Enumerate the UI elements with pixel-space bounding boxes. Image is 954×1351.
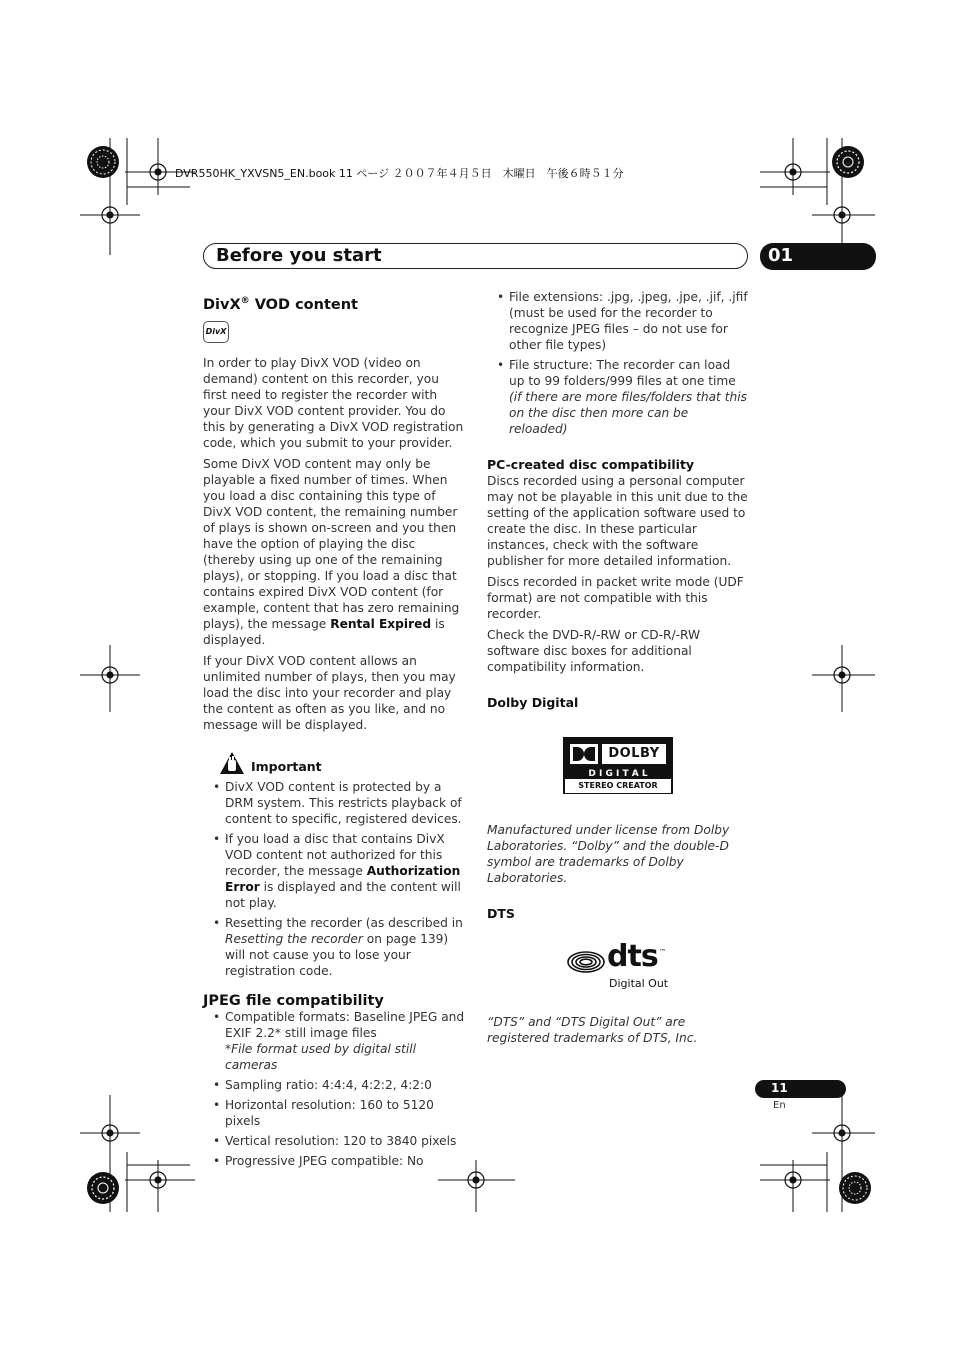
dts-logo-sub: Digital Out xyxy=(609,977,669,990)
dolby-logo-word: DOLBY xyxy=(602,744,666,764)
page-title: Before you start xyxy=(216,245,382,266)
chapter-number: 01 xyxy=(768,245,794,266)
pc-heading: PC-created disc compatibility xyxy=(487,457,695,472)
pc-paragraph: Discs recorded in packet write mode (UDF format) are not compatible with this recorder. xyxy=(487,575,744,621)
jpeg-list xyxy=(203,1009,465,1169)
list-item: • Vertical resolution: 120 to 3840 pixels xyxy=(203,1133,465,1149)
list-item: • If you load a disc that contains DivX VOD content not authorized for this recorder, the message Authorization Error is displayed and the content will not play. xyxy=(203,831,465,911)
dolby-heading: Dolby Digital xyxy=(487,695,579,710)
dolby-logo-stereo: STEREO CREATOR xyxy=(565,779,671,793)
jpeg-heading: JPEG file compatibility xyxy=(203,992,384,1009)
list-item: • Resetting the recorder (as described in Resetting the recorder on page 139) will not cause you to lose your registration code. xyxy=(203,915,465,979)
pc-paragraph: Check the DVD-R/-RW or CD-R/-RW software disc boxes for additional compatibility information. xyxy=(487,628,701,674)
dolby-logo-digital: D I G I T A L xyxy=(588,769,648,779)
dolby-text: Manufactured under license from Dolby Laboratories. “Dolby” and the double-D symbol are trademarks of Dolby Laboratories. xyxy=(487,823,730,885)
dts-text: “DTS” and “DTS Digital Out” are registered trademarks of DTS, Inc. xyxy=(487,1015,698,1045)
left-column xyxy=(203,293,465,1173)
divx-heading: DivX® VOD content xyxy=(203,296,358,313)
list-item: • Sampling ratio: 4:4:4, 4:2:2, 4:2:0 xyxy=(203,1077,465,1093)
right-column xyxy=(487,289,749,1051)
important-list xyxy=(203,779,465,979)
jpeg-list-continued xyxy=(487,289,749,437)
page-number-badge xyxy=(755,1080,846,1098)
divx-paragraph: Some DivX VOD content may only be playable a fixed number of times. When you load a disc containing this type of DivX VOD content, the remaining number of plays is shown on-screen and you then have the option of playing the disc (thereby using up one of the remaining plays), or stopping. If you load a disc that contains expired DivX VOD content (for example, content that has zero remaining plays), the message Rental Expired is displayed. xyxy=(203,456,460,647)
important-heading: Important xyxy=(219,751,465,775)
warning-hand-icon xyxy=(219,751,245,775)
dts-logo-tm: ™ xyxy=(659,948,666,956)
divx-paragraph: If your DivX VOD content allows an unlimited number of plays, then you may load the disc into your recorder and play the content as often as you like, and no message will be displayed. xyxy=(203,653,456,732)
dts-heading: DTS xyxy=(487,906,515,921)
print-header: DVR550HK_YXVSN5_EN.book 11 ページ ２００７年４月５日 木曜日 午後６時５１分 xyxy=(175,167,624,180)
dts-logo xyxy=(567,939,677,992)
list-item: • DivX VOD content is protected by a DRM system. This restricts playback of content to specific, registered devices. xyxy=(203,779,465,827)
dolby-logo xyxy=(563,737,673,794)
list-item: • Horizontal resolution: 160 to 5120 pixels xyxy=(203,1097,465,1129)
double-d-icon xyxy=(570,744,598,764)
divx-icon: DivX xyxy=(203,321,229,343)
list-item: • Progressive JPEG compatible: No xyxy=(203,1153,465,1169)
pc-paragraph: Discs recorded using a personal computer may not be playable in this unit due to the setting of the application software used to create the disc. In these particular instances, check with the software publisher for more detailed information. xyxy=(487,474,748,568)
list-item: • Compatible formats: Baseline JPEG and EXIF 2.2* still image files *File format used by digital still cameras xyxy=(203,1009,465,1073)
divx-paragraph: In order to play DivX VOD (video on demand) content on this recorder, you first need to register the recorder with your DivX VOD content provider. You do this by generating a DivX VOD registration code, which you submit to your provider. xyxy=(203,355,464,450)
list-item: • File extensions: .jpg, .jpeg, .jpe, .jif, .jfif (must be used for the recorder to recognize JPEG files – do not use for other file types) xyxy=(487,289,749,353)
list-item: • File structure: The recorder can load up to 99 folders/999 files at one time (if there are more files/folders that this on the disc then more can be reloaded) xyxy=(487,357,749,437)
dts-disc-icon xyxy=(567,950,605,974)
page-language: En xyxy=(773,1100,786,1111)
page-number: 11 xyxy=(771,1081,788,1095)
dts-logo-word: dts xyxy=(607,939,658,974)
